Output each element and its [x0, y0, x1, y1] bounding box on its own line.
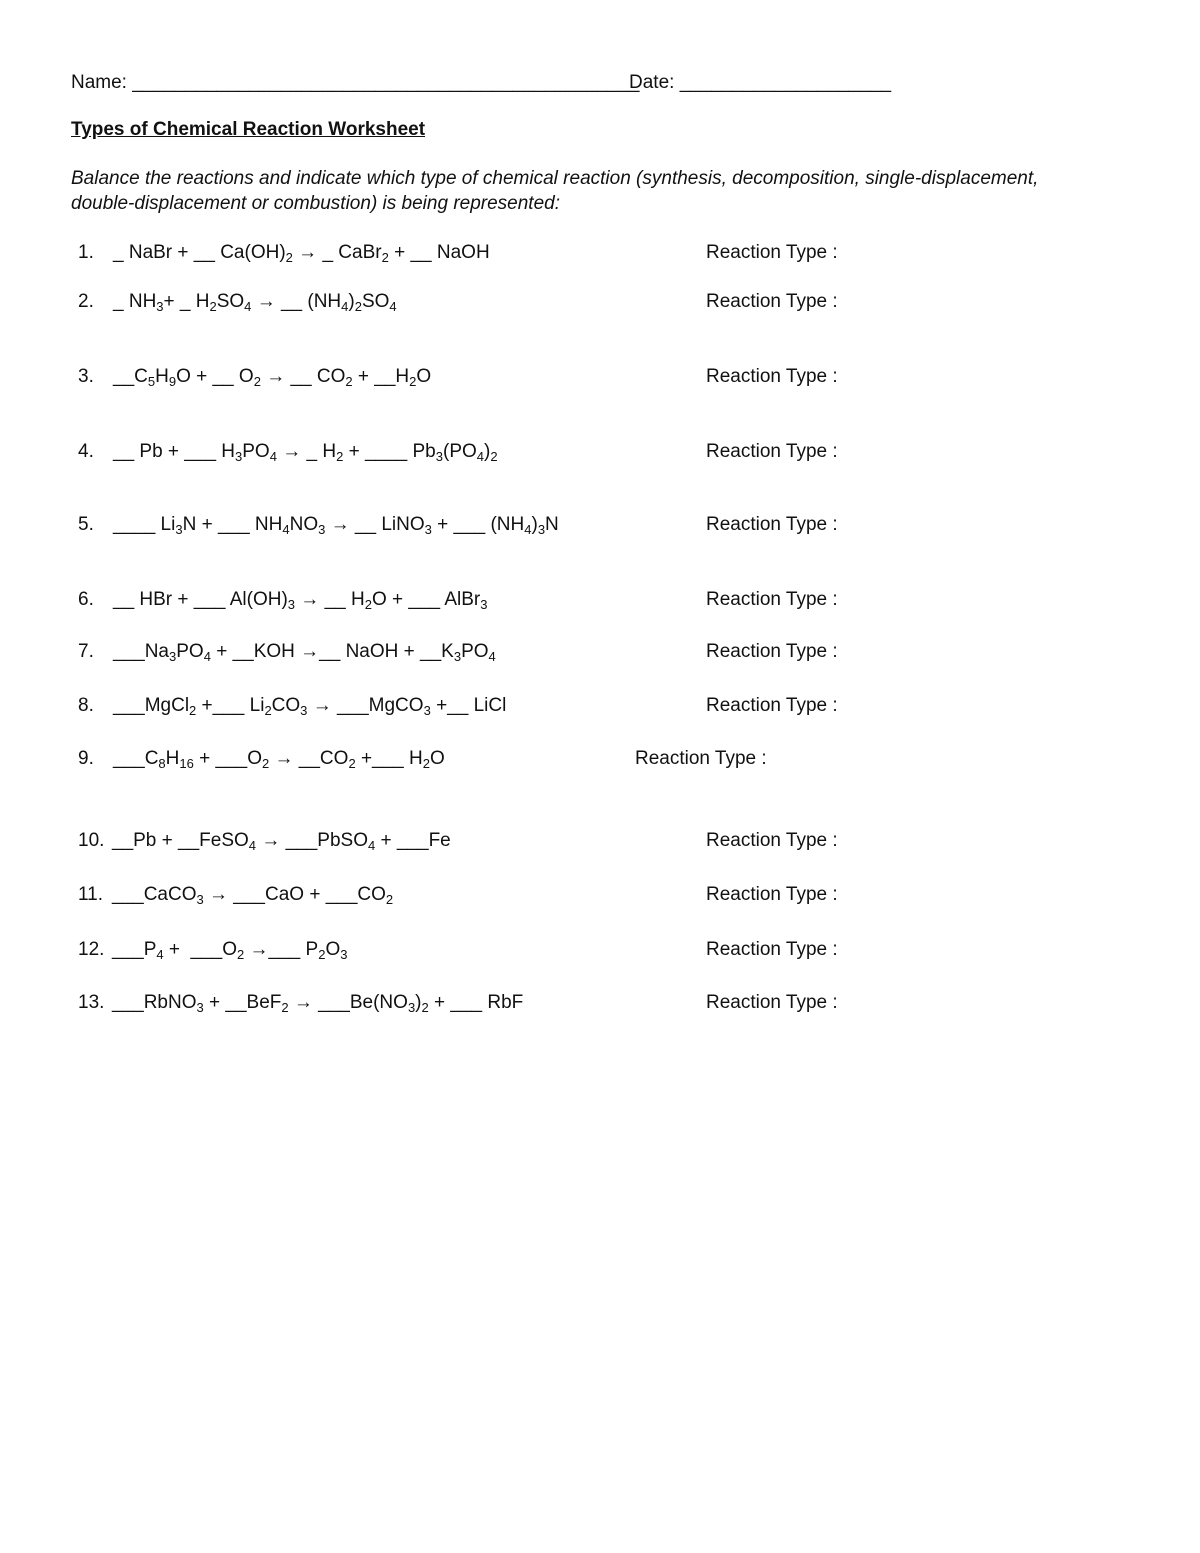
reaction-equation: ___CaCO$_3$ → ___CaO + $\_\_\_CO_2$: [112, 884, 394, 907]
item-number: 8.: [78, 695, 94, 716]
item-number: 13.: [78, 992, 105, 1013]
item-number: 10.: [78, 830, 105, 851]
reaction-equation: $\_\_\_Na_3PO_4$ + __KOH →__ NaOH + $\_\_K_3PO_4$: [113, 641, 496, 664]
reaction-type-label: Reaction Type :: [706, 366, 838, 387]
reaction-type-label: Reaction Type :: [706, 884, 838, 905]
reaction-type-label: Reaction Type :: [706, 242, 838, 263]
reaction-type-label: Reaction Type :: [706, 291, 838, 312]
instructions: Balance the reactions and indicate which type of chemical reaction (synthesis, decomposition, single-displacement, double-displacement or combustion) is being represented:: [71, 168, 1039, 214]
item-number: 3.: [78, 366, 94, 387]
item-number: 5.: [78, 514, 94, 535]
reaction-type-label: Reaction Type :: [706, 514, 838, 535]
reaction-equation: _ $NH_3+$ _ $H_2SO_4$ → __ $(NH_4)_2SO_4$: [113, 291, 397, 314]
reaction-type-label: Reaction Type :: [706, 695, 838, 716]
reaction-equation: ___MgCl$_2$ +___ $Li_2CO_3$ → ___MgCO$_3$ +__ LiCl: [113, 695, 507, 718]
item-number: 4.: [78, 441, 94, 462]
reaction-equation: __ Pb + ___ $H_3PO_4$ → _ $H_2$ + ____ $Pb_3(PO_4)_2$: [113, 441, 498, 464]
reaction-type-label: Reaction Type :: [706, 992, 838, 1013]
reaction-type-label: Reaction Type :: [706, 830, 838, 851]
item-number: 11.: [78, 884, 104, 905]
reaction-type-label: Reaction Type :: [706, 441, 838, 462]
name-field[interactable]: Name: ________________________________________________: [71, 72, 640, 93]
reaction-equation: $\_\_\_C_8H_{16}$ + $\_\_\_O_2$ → $\_\_CO_2$ +___ $H_2O$: [113, 748, 445, 771]
item-number: 7.: [78, 641, 94, 662]
reaction-equation: ___RbNO$_3$ + __BeF$_2$ → $\_\_\_Be(NO_3)_2$ + ___ RbF: [112, 992, 524, 1015]
reaction-type-label: Reaction Type :: [635, 748, 767, 769]
reaction-equation: $\_\_C_5H_9O$ + __ $O_2$ → __ $CO_2$ + $\_\_H_2O$: [113, 366, 432, 389]
reaction-equation: $\_\_\_P_4$ + $\_\_\_O_2$ →___ $P_2O_3$: [112, 939, 348, 962]
reaction-equation: __ HBr + ___ $Al(OH)_3$ → __ $H_2O$ + ___ AlBr$_3$: [113, 589, 488, 612]
reaction-equation: __Pb + __FeSO$_4$ → ___PbSO$_4$ + ___Fe: [112, 830, 451, 853]
reaction-type-label: Reaction Type :: [706, 939, 838, 960]
reaction-type-label: Reaction Type :: [706, 641, 838, 662]
reaction-equation: _ NaBr + __ $Ca(OH)_2$ → _ CaBr$_2$ + __ NaOH: [113, 242, 490, 265]
item-number: 6.: [78, 589, 94, 610]
item-number: 1.: [78, 242, 94, 263]
item-number: 9.: [78, 748, 94, 769]
reaction-type-label: Reaction Type :: [706, 589, 838, 610]
item-number: 12.: [78, 939, 105, 960]
worksheet-title: Types of Chemical Reaction Worksheet: [71, 119, 426, 140]
item-number: 2.: [78, 291, 94, 312]
reaction-equation: ____ $Li_3N$ + ___ $NH_4NO_3$ → __ LiNO$_3$ + ___ $(NH_4)_3N$: [113, 514, 559, 537]
date-field[interactable]: Date: ____________________: [629, 72, 892, 93]
